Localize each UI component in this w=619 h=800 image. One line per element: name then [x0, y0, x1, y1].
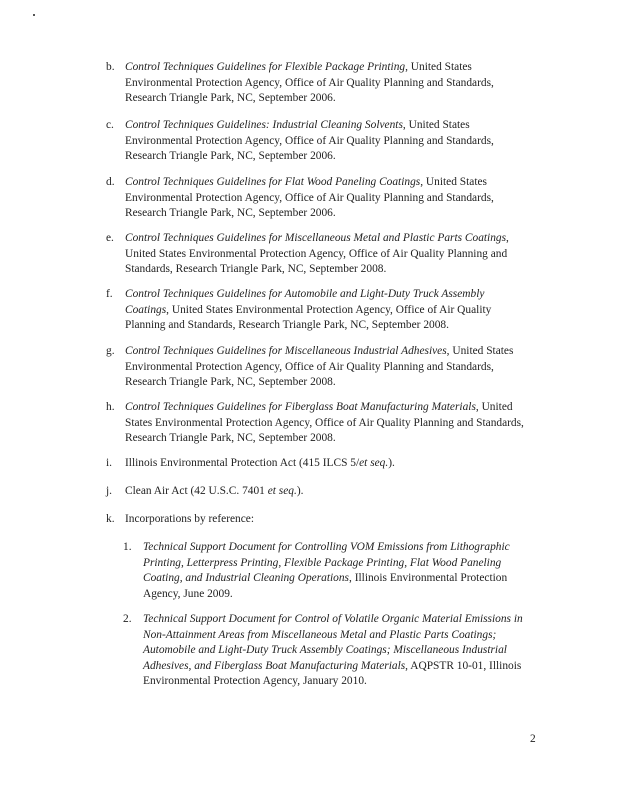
- reference-title: Control Techniques Guidelines for Miscellaneous Industrial Adhesives: [125, 345, 447, 357]
- reference-text: Incorporations by reference:: [125, 513, 255, 525]
- reference-title: Control Techniques Guidelines for Miscellaneous Metal and Plastic Parts Coatings: [125, 232, 507, 244]
- item-marker: f.: [106, 288, 113, 300]
- item-marker: b.: [106, 61, 115, 73]
- reference-details: , United States Environmental Protection Agency, Office of Air Quality Planning and Standards, Research Triangle Park, NC, September 2008.: [125, 303, 492, 332]
- reference-item-h: [106, 400, 526, 447]
- reference-details: , United States Environmental Protection Agency, Office of Air Quality Planning and Standards, Research Triangle Park, NC, September 2006.: [125, 61, 494, 105]
- item-marker: i.: [106, 457, 113, 469]
- reference-details: , United States Environmental Protection Agency, Office of Air Quality Planning and Standards, Research Triangle Park, NC, September 2008.: [125, 232, 509, 276]
- item-marker: k.: [106, 513, 115, 525]
- incorporation-item-1: [123, 540, 539, 602]
- reference-item-d: [106, 175, 526, 222]
- reference-details: , United States Environmental Protection Agency, Office of Air Quality Planning and Standards, Research Triangle Park, NC, September 2006.: [125, 176, 494, 220]
- reference-title: Control Techniques Guidelines for Flat Wood Paneling Coatings: [125, 176, 421, 188]
- reference-italic: et seq.: [267, 485, 297, 497]
- reference-details: , United States Environmental Protection Agency, Office of Air Quality Planning and Standards, Research Triangle Park, NC, September 2006.: [125, 119, 494, 163]
- document-title: Technical Support Document for Controlling VOM Emissions from Lithographic Printing, Letterpress Printing, Flexible Package Printing, Flat Wood Paneling Coating, and Industrial Cleaning Operations: [143, 541, 510, 585]
- reference-details: , United States Environmental Protection Agency, Office of Air Quality Planning and Standards, Research Triangle Park, NC, September 2008.: [125, 345, 514, 389]
- reference-text: Illinois Environmental Protection Act (415 ILCS 5/: [125, 457, 360, 469]
- reference-title: Control Techniques Guidelines: Industrial Cleaning Solvents: [125, 119, 403, 131]
- reference-item-k: [106, 512, 526, 528]
- reference-item-i: [106, 456, 526, 472]
- item-marker: h.: [106, 401, 115, 413]
- reference-title: Control Techniques Guidelines for Flexible Package Printing: [125, 61, 406, 73]
- reference-details: ).: [296, 485, 304, 497]
- item-marker: j.: [106, 485, 113, 497]
- reference-item-g: [106, 344, 526, 391]
- reference-item-b: [106, 60, 526, 107]
- item-marker: d.: [106, 176, 115, 188]
- document-details: , Illinois Environmental Protection Agency, June 2009.: [143, 572, 508, 600]
- item-marker: c.: [106, 119, 114, 131]
- reference-item-e: [106, 231, 526, 278]
- subitem-marker: 1.: [123, 541, 132, 553]
- reference-details: ).: [388, 457, 395, 469]
- incorporation-item-2: [123, 612, 539, 690]
- document-title: Technical Support Document for Control of Volatile Organic Material Emissions in Non-Attainment Areas from Miscellaneous Metal and Plastic Parts Coatings; Automobile and Light-Duty Truck Assembly Coatings; Miscellaneous Industrial Adhesives, and Fiberglass Boat Manufacturing Materials: [143, 613, 523, 672]
- reference-italic: et seq.: [359, 457, 389, 469]
- page-number: 2: [530, 733, 536, 745]
- item-marker: e.: [106, 232, 114, 244]
- reference-title: Control Techniques Guidelines for Automobile and Light-Duty Truck Assembly Coatings: [125, 288, 485, 316]
- reference-title: Control Techniques Guidelines for Fiberglass Boat Manufacturing Materials: [125, 401, 476, 413]
- reference-item-c: [106, 118, 526, 165]
- scan-speck: [33, 14, 35, 16]
- reference-item-j: [106, 484, 526, 500]
- document-details: , AQPSTR 10-01, Illinois Environmental Protection Agency, January 2010.: [143, 659, 522, 688]
- item-marker: g.: [106, 345, 115, 357]
- reference-item-f: [106, 287, 526, 334]
- reference-details: , United States Environmental Protection Agency, Office of Air Quality Planning and Standards, Research Triangle Park, NC, September 2008.: [125, 401, 524, 445]
- reference-text: Clean Air Act (42 U.S.C. 7401: [125, 485, 268, 497]
- subitem-marker: 2.: [123, 613, 132, 625]
